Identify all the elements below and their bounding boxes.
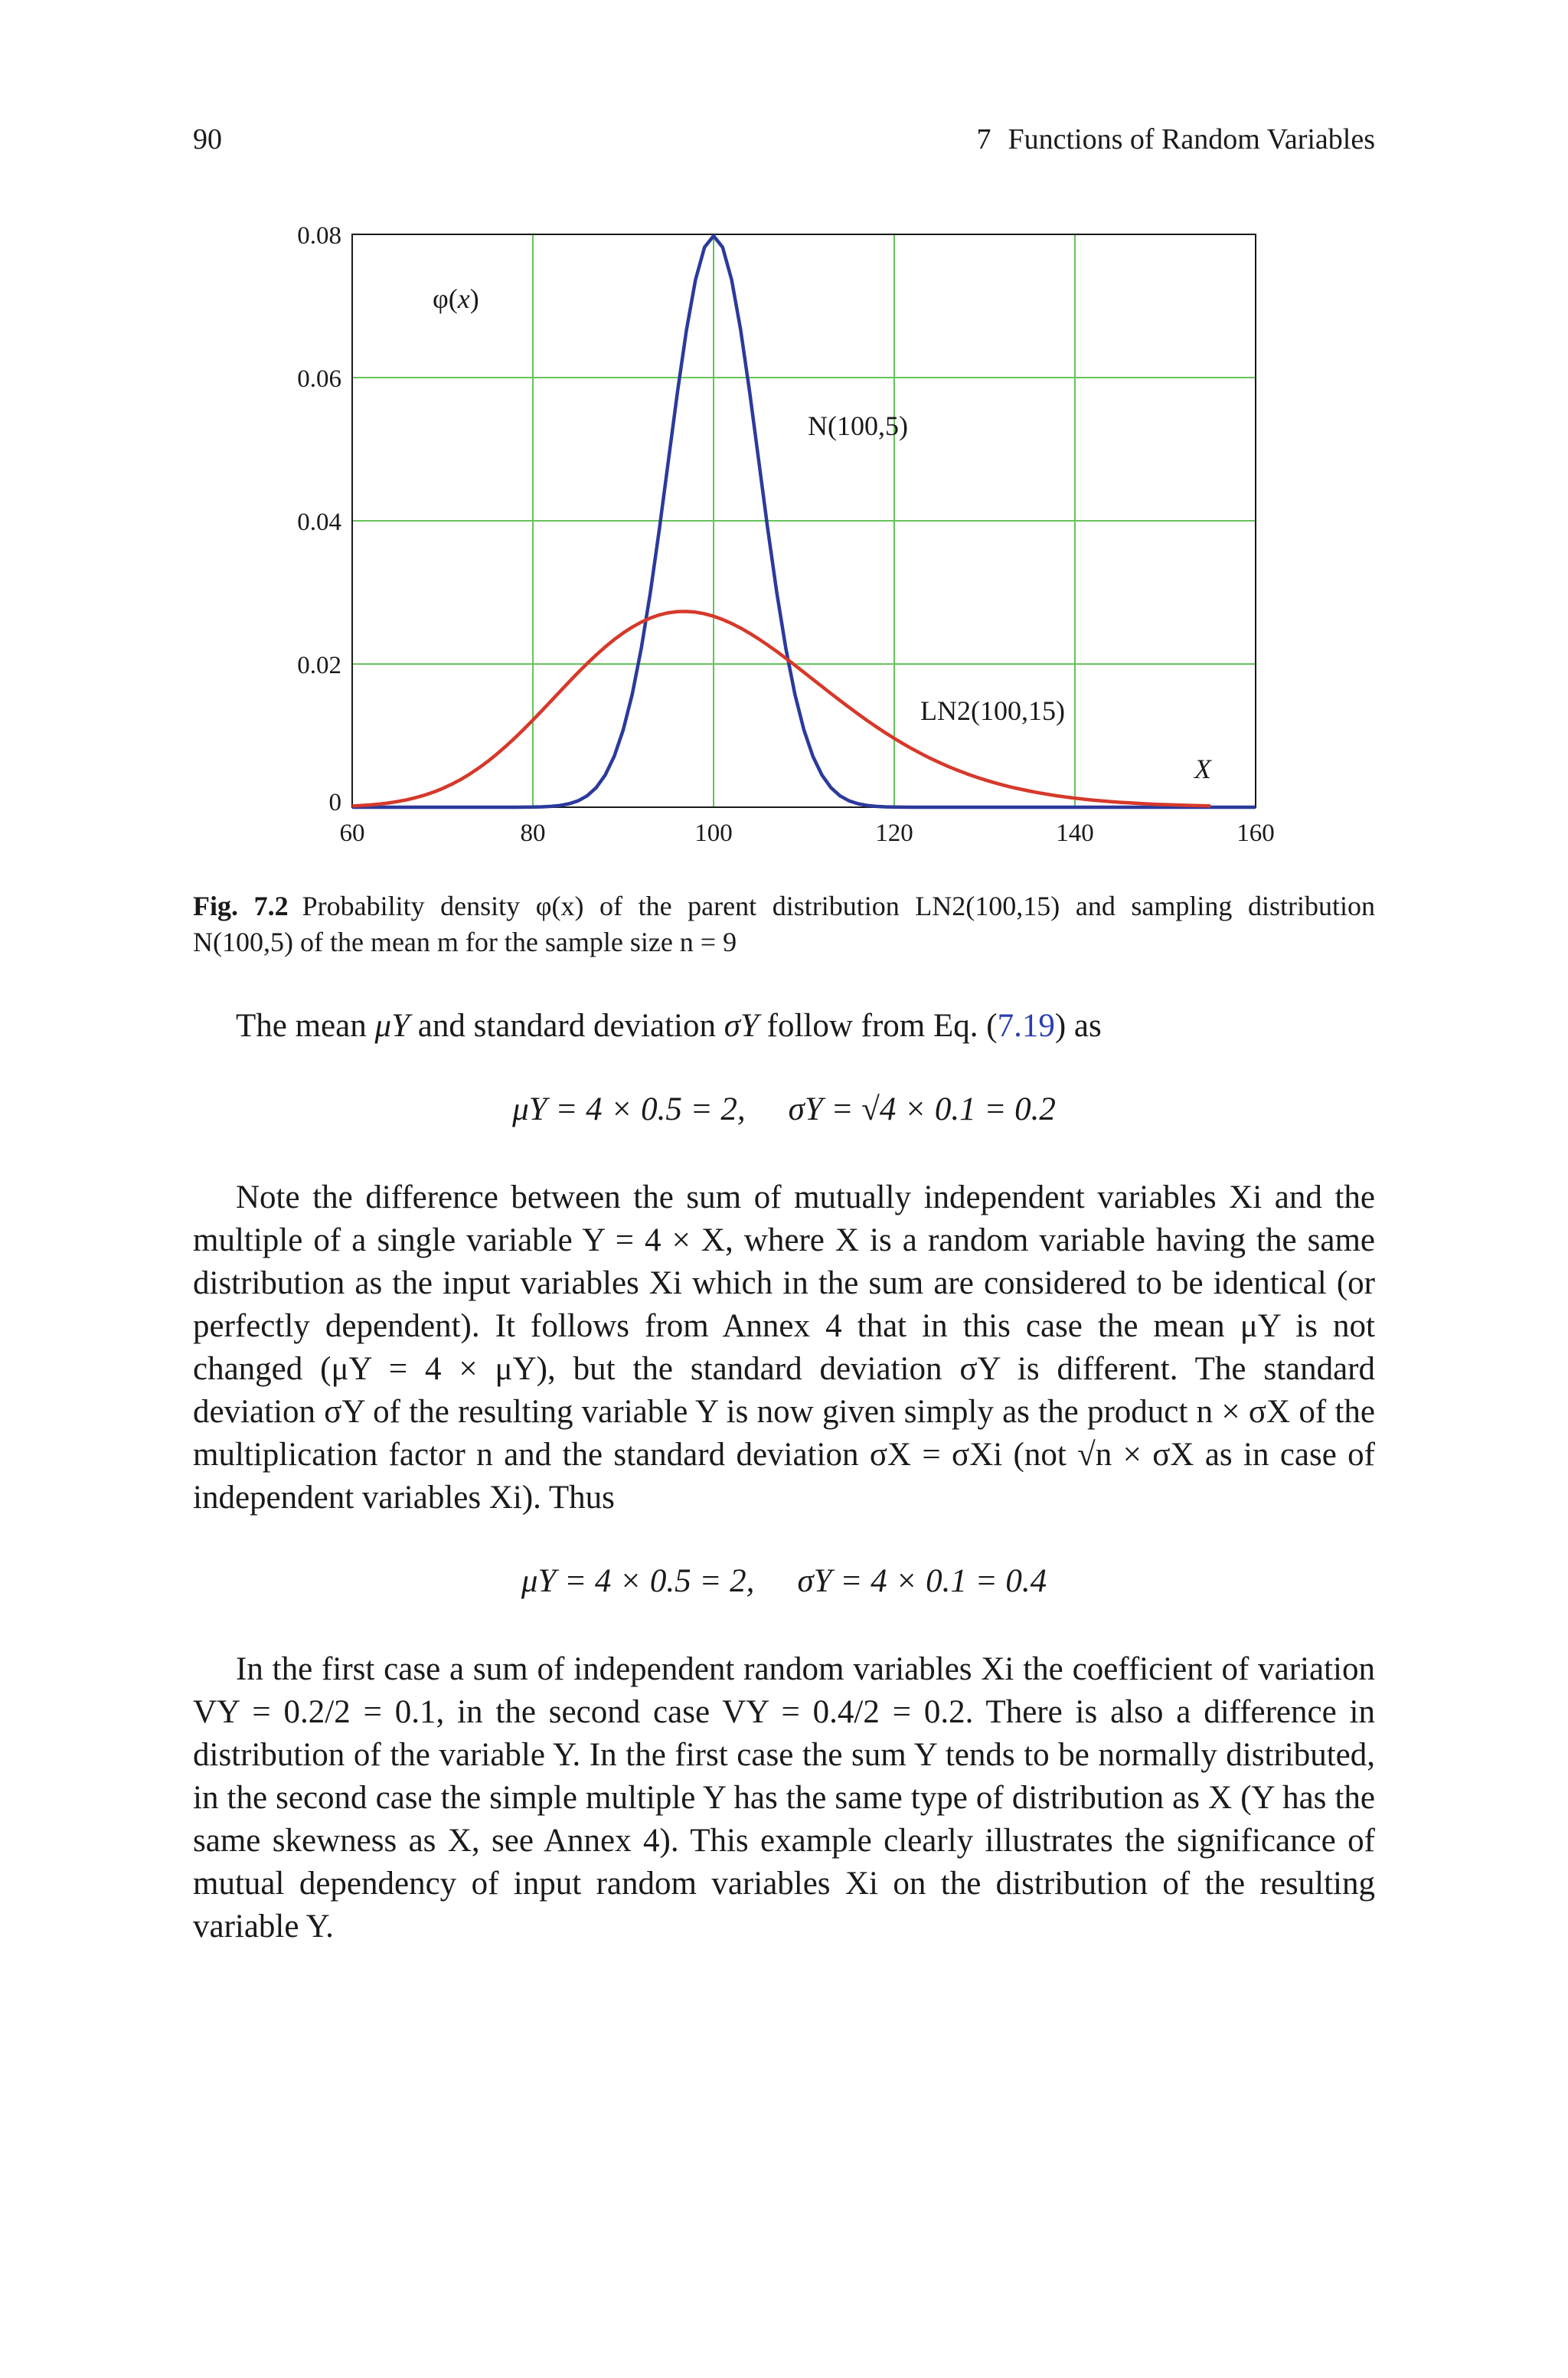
y-tick-label: 0.08 bbox=[297, 222, 341, 250]
density-chart bbox=[276, 214, 1302, 873]
x-tick-label: 120 bbox=[875, 819, 913, 847]
running-header bbox=[976, 123, 1375, 156]
figure-caption bbox=[193, 888, 1375, 960]
chapter-title: Functions of Random Variables bbox=[1008, 123, 1375, 155]
x-tick-label: 100 bbox=[694, 819, 733, 847]
tick-labels bbox=[297, 222, 1275, 847]
paragraph-3: In the first case a sum of independent random variables Xi the coefficient of variation VY = 0.2/2 = 0.1, in the second case VY = 0.4/2 = 0.2. There is also a difference in distribution of the variable Y. In the first case the sum Y tends to be normally distributed, in the second case the simple multiple Y has the same type of distribution as X (Y has the same skewness as X, see Annex 4). This example clearly illustrates the significance of mutual dependency of input random variables Xi on the distribution of the resulting variable Y. bbox=[193, 1651, 1375, 1945]
paragraph-1: The mean μY and standard deviation σY follow from Eq. (7.19) as bbox=[236, 1008, 1102, 1044]
paragraph-2: Note the difference between the sum of mutually independent variables Xi and the multiple of a single variable Y = 4 × X, where X is a random variable having the same distribution as the input variables Xi which in the sum are considered to be identical (or perfectly dependent). It follows from Annex 4 that in this case the mean μY is not changed (μY = 4 × μY), but the standard deviation σY is different. The standard deviation σY of the resulting variable Y is now given simply as the product n × σX of the multiplication factor n and the standard deviation σX = σXi (not √n × σX as in case of independent variables Xi). Thus bbox=[193, 1179, 1375, 1516]
x-tick-label: 160 bbox=[1236, 819, 1275, 847]
chapter-number: 7 bbox=[976, 123, 991, 155]
series-label-normal: N(100,5) bbox=[808, 411, 908, 441]
x-tick-label: 140 bbox=[1056, 819, 1094, 847]
x-axis-label: X bbox=[1194, 754, 1211, 784]
x-tick-label: 60 bbox=[339, 819, 365, 847]
equation-2: μY = 4 × 0.5 = 2, σY = 4 × 0.1 = 0.4 bbox=[521, 1563, 1047, 1599]
y-tick-label: 0 bbox=[328, 789, 341, 816]
mu-y: μY bbox=[374, 1008, 410, 1044]
series-line-lognormal bbox=[352, 611, 1210, 806]
sigma-y: σY bbox=[724, 1008, 759, 1044]
y-axis-label: φ(x) bbox=[433, 283, 479, 314]
caption-text: Probability density φ(x) of the parent distribution LN2(100,15) and sampling distribution N(100,5) of the mean m for the sample size n = 9 bbox=[193, 891, 1375, 957]
equation-reference-link[interactable]: 7.19 bbox=[997, 1008, 1055, 1044]
x-tick-label: 80 bbox=[520, 819, 546, 847]
equation-1: μY = 4 × 0.5 = 2, σY = √4 × 0.1 = 0.2 bbox=[512, 1091, 1056, 1127]
y-tick-label: 0.06 bbox=[297, 365, 341, 393]
caption-label: Fig. 7.2 bbox=[193, 891, 289, 921]
grid-lines bbox=[352, 234, 1256, 807]
y-tick-label: 0.02 bbox=[297, 652, 341, 679]
series-label-lognormal: LN2(100,15) bbox=[920, 695, 1065, 726]
y-tick-label: 0.04 bbox=[297, 509, 341, 536]
page-number: 90 bbox=[193, 123, 222, 155]
